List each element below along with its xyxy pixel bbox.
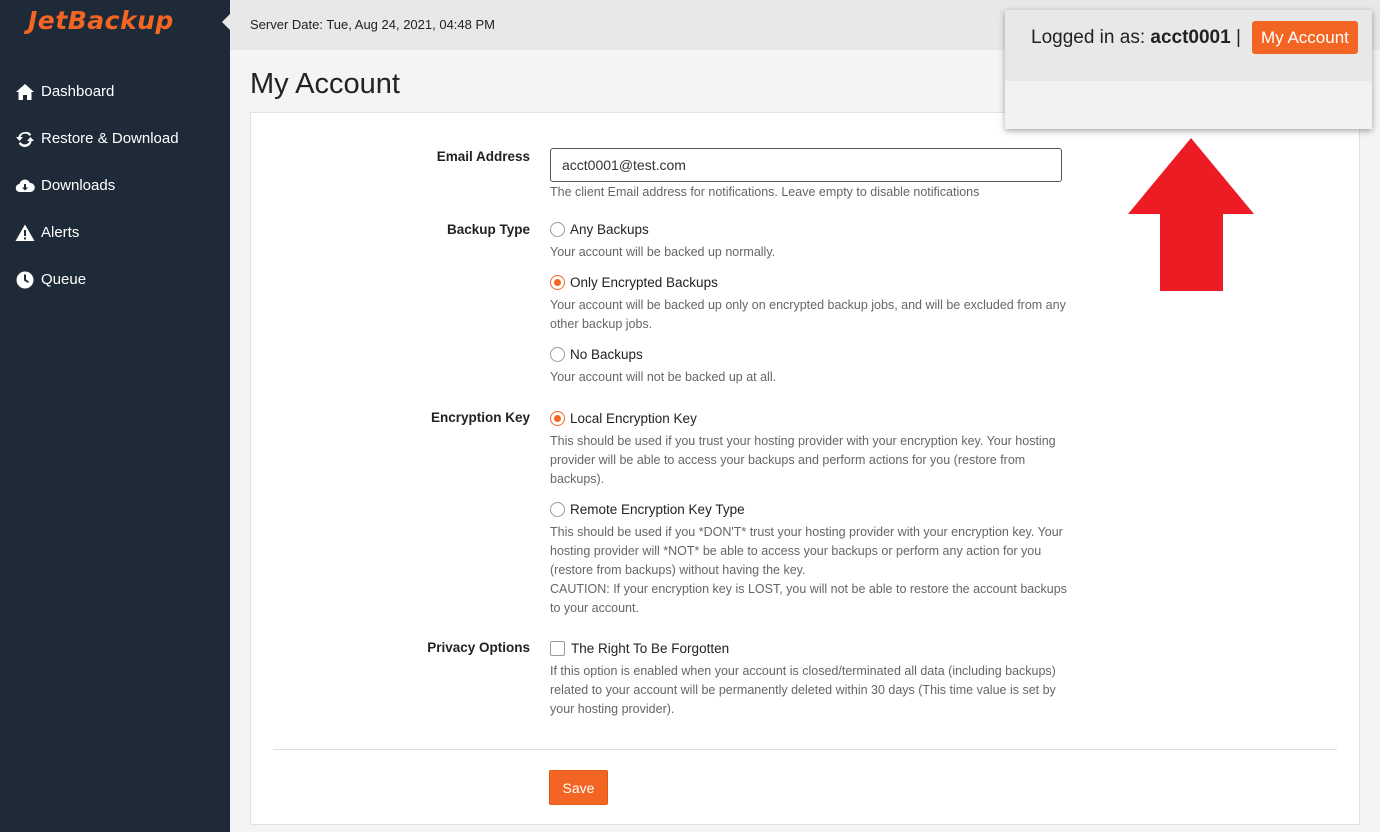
radio-button[interactable]	[550, 222, 565, 237]
option-label: No Backups	[570, 346, 643, 362]
encryption-key-label: Encryption Key	[430, 410, 530, 425]
encryption-local-option[interactable]	[550, 408, 1070, 428]
cloud-download-icon	[14, 176, 36, 196]
logged-in-prefix: Logged in as:	[1031, 27, 1151, 48]
option-help: Your account will be backed up normally.	[550, 245, 776, 259]
sidebar-item-label: Queue	[41, 271, 87, 288]
email-field-group	[550, 148, 1070, 202]
option-help: This should be used if you *DON'T* trust your hosting provider with your encryption key. Your hosting provider will *NOT* be able to access your backups or perform any action for you (restore from backups) without having the key.	[550, 525, 1063, 577]
jetbackup-logo[interactable]: JetBackup	[28, 6, 174, 35]
home-icon	[14, 82, 36, 102]
save-button[interactable]: Save	[549, 770, 608, 805]
backup-type-group	[550, 219, 1070, 387]
caution-text: CAUTION: If your encryption key is LOST, you will not be able to restore the account backups to your account.	[550, 582, 1067, 615]
encryption-remote-option[interactable]	[550, 499, 1070, 519]
sidebar-item-alerts[interactable]	[0, 209, 230, 256]
radio-button-selected[interactable]	[550, 411, 565, 426]
email-field[interactable]	[550, 148, 1062, 182]
warning-icon	[14, 223, 36, 243]
email-help: The client Email address for notifications. Leave empty to disable notifications	[550, 185, 980, 199]
account-popup	[1005, 10, 1372, 129]
page-title: My Account	[250, 68, 400, 100]
sidebar-item-label: Restore & Download	[41, 130, 179, 147]
sidebar	[0, 0, 230, 832]
radio-button-selected[interactable]	[550, 275, 565, 290]
sidebar-collapse-notch	[222, 14, 230, 30]
option-label: Remote Encryption Key Type	[570, 501, 745, 517]
sidebar-item-downloads[interactable]	[0, 162, 230, 209]
username: acct0001	[1150, 27, 1231, 48]
server-date: Server Date: Tue, Aug 24, 2021, 04:48 PM	[250, 17, 495, 32]
form-divider	[273, 749, 1337, 750]
option-label: Any Backups	[570, 221, 649, 237]
backup-type-label: Backup Type	[446, 222, 530, 237]
sidebar-item-label: Downloads	[41, 177, 116, 194]
sidebar-item-queue[interactable]	[0, 256, 230, 303]
sidebar-item-dashboard[interactable]	[0, 68, 230, 115]
option-help: Your account will be backed up only on encrypted backup jobs, and will be excluded from any other backup jobs.	[550, 298, 1066, 331]
account-popup-body	[1005, 81, 1372, 129]
encryption-key-group	[550, 408, 1070, 618]
backup-type-encrypted-option[interactable]	[550, 272, 1070, 292]
sidebar-item-restore-download[interactable]	[0, 115, 230, 162]
sidebar-nav	[0, 68, 230, 303]
backup-type-any-option[interactable]	[550, 219, 1070, 239]
sidebar-item-label: Dashboard	[41, 83, 115, 100]
checkbox[interactable]	[550, 641, 565, 656]
email-label: Email Address	[436, 149, 530, 164]
option-help: This should be used if you trust your hosting provider with your encryption key. Your hosting provider will be able to access your backups and perform actions for you (restore from backups).	[550, 434, 1056, 486]
refresh-icon	[14, 129, 36, 149]
privacy-options-group	[550, 638, 1070, 719]
backup-type-none-option[interactable]	[550, 344, 1070, 364]
privacy-help: If this option is enabled when your account is closed/terminated all data (including backups) related to your account will be permanently deleted within 30 days (This time value is set by your hosting provider).	[550, 664, 1056, 716]
option-label: The Right To Be Forgotten	[571, 640, 730, 656]
clock-icon	[14, 270, 36, 290]
separator: |	[1230, 27, 1241, 48]
right-to-be-forgotten-option[interactable]	[550, 638, 1070, 658]
my-account-button[interactable]: My Account	[1252, 21, 1358, 54]
option-help: Your account will not be backed up at all.	[550, 370, 777, 384]
annotation-arrow-icon	[1128, 138, 1254, 291]
option-label: Local Encryption Key	[570, 410, 697, 426]
sidebar-item-label: Alerts	[41, 224, 80, 241]
privacy-options-label: Privacy Options	[427, 640, 530, 655]
radio-button[interactable]	[550, 502, 565, 517]
logged-in-text	[1031, 27, 1241, 49]
option-label: Only Encrypted Backups	[570, 274, 718, 290]
radio-button[interactable]	[550, 347, 565, 362]
